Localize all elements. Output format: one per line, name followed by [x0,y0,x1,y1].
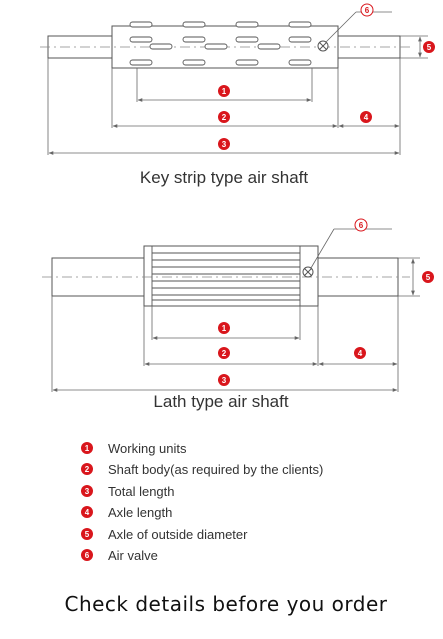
shaft-body [144,246,318,306]
legend-item [81,462,323,477]
air-valve-icon [303,267,313,277]
legend-num: 1 [84,444,90,453]
lath-caption: Lath type air shaft [153,392,289,411]
legend-item [81,484,175,499]
marker-1-label: 1 [221,324,227,333]
key-strip-caption: Key strip type air shaft [139,168,309,187]
legend-item [81,441,187,456]
callout-6-label: 6 [358,221,364,230]
legend-num: 2 [84,465,90,474]
legend-item [81,527,248,542]
marker-3-label: 3 [221,376,227,385]
legend-text: Total length [108,484,175,499]
legend-text: Working units [108,441,187,456]
legend-num: 5 [84,530,90,539]
legend-text: Air valve [108,548,158,563]
marker-4-label: 4 [363,113,369,122]
legend [81,441,323,563]
marker-2-label: 2 [221,113,227,122]
legend-item [81,505,172,520]
footer-notice: Check details before you order [64,592,388,616]
marker-3-label: 3 [221,140,227,149]
air-valve-icon [318,41,328,51]
marker-2-label: 2 [221,349,227,358]
legend-item [81,548,158,563]
legend-text: Axle of outside diameter [108,527,248,542]
key-strip-diagram [40,4,435,187]
legend-text: Axle length [108,505,173,520]
legend-num: 3 [84,487,90,496]
marker-5-label: 5 [425,273,431,282]
lath-diagram [42,219,434,411]
legend-text: Shaft body(as required by the clients) [108,462,324,477]
legend-num: 6 [84,551,90,560]
marker-4-label: 4 [357,349,363,358]
legend-num: 4 [84,508,90,517]
marker-5-label: 5 [426,43,432,52]
marker-1-label: 1 [221,87,227,96]
callout-6-label: 6 [364,6,370,15]
